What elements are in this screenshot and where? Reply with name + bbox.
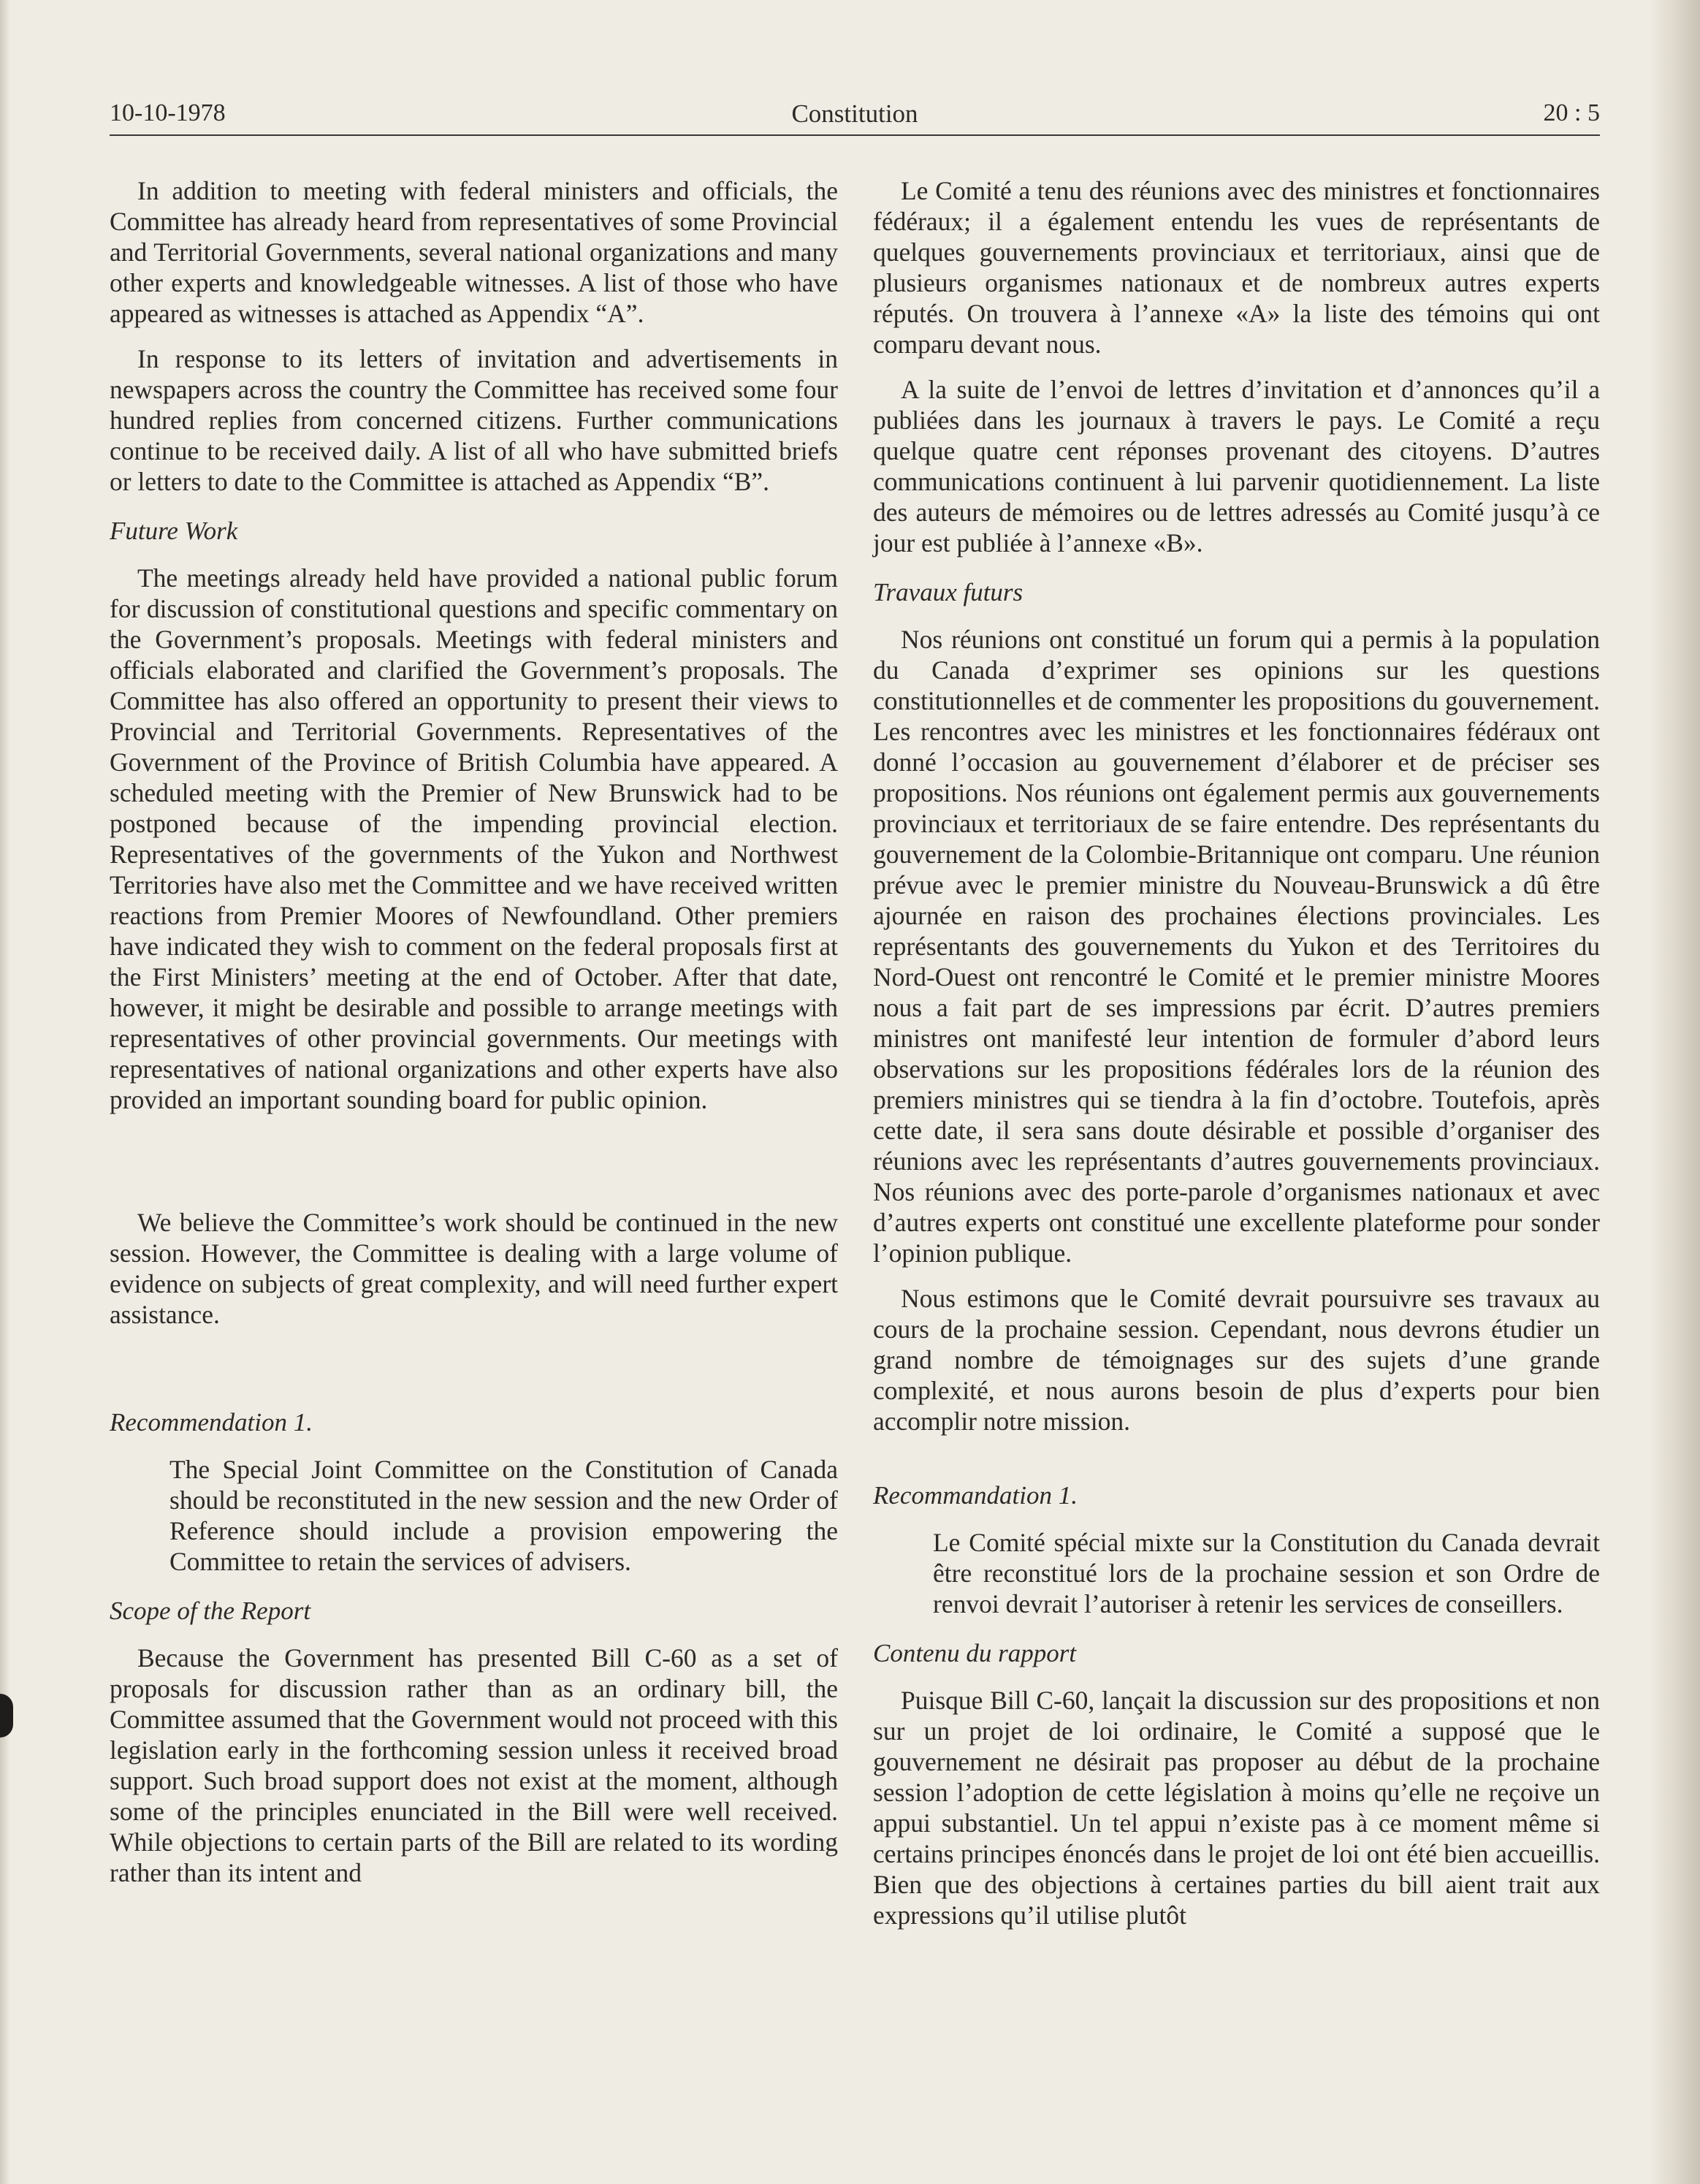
paragraph-bill-c60: Because the Government has presented Bill C-60 as a set of proposals for discussion rather than as an ordinary bill, the Committee assumed that the Government would not proceed with this legislation early in the forthcoming session unless it received broad support. Such broad support does not exist at the moment, although some of the principles enunciated in the Bill were well received. While objections to certain parts of the Bill are related to its wording rather than its intent and [110, 1643, 838, 1887]
page-edge-left [0, 0, 10, 2184]
heading-recommendation: Recommendation 1. [110, 1408, 313, 1437]
paragraph-witnesses: In addition to meeting with federal ministers and officials, the Committee has already heard from representatives of some Provincial and Territorial Governments, several national organizations and many other experts and knowledgeable witnesses. A list of those who have appeared as witnesses is attached as Appendix “A”. [110, 176, 838, 328]
paragraph-continuation: We believe the Committee’s work should be continued in the new session. However, the Committee is dealing with a large volume of evidence on subjects of great complexity, and will need further expert assistance. [110, 1208, 838, 1329]
paragraph-reponses: A la suite de l’envoi de lettres d’invitation et d’annonces qu’il a publiées dans les journaux à travers le pays. Le Comité a reçu quelque quatre cent réponses provenant des citoyens. D’autres communications continuent à lui parvenir quotidiennement. La liste des auteurs de mémoires ou de lettres adressés au Comité jusqu’à ce jour est publiée à l’annexe «B». [873, 375, 1600, 558]
header-date: 10-10-1978 [110, 99, 226, 126]
french-column [873, 175, 1600, 1945]
running-header [110, 94, 1600, 136]
header-page-number: 20 : 5 [1543, 99, 1600, 126]
column-spacer [110, 1344, 838, 1388]
english-column [110, 175, 838, 1903]
binding-hole-mark [0, 1694, 13, 1738]
paragraph-poursuite: Nous estimons que le Comité devrait poursuivre ses travaux au cours de la prochaine session. Cependant, nous devrons étudier un grand nombre de témoignages sur des sujets d’une grande complexité, et nous aurons besoin de plus d’experts pour bien accomplir notre mission. [873, 1284, 1600, 1436]
paragraph-temoins: Le Comité a tenu des réunions avec des ministres et fonctionnaires fédéraux; il a également entendu les vues de représentants de quelques gouvernements provinciaux et territoriaux, ainsi que de plusieurs organismes nationaux et de nombreux autres experts réputés. On trouvera à l’annexe «A» la liste des témoins qui ont comparu devant nous. [873, 176, 1600, 359]
recommandation-text: Le Comité spécial mixte sur la Constitution du Canada devrait être reconstitué lors de la prochaine session et son Ordre de renvoi devrait l’autoriser à retenir les services de conseillers. [933, 1528, 1600, 1618]
heading-scope: Scope of the Report [110, 1597, 311, 1625]
recommendation-text: The Special Joint Committee on the Constitution of Canada should be reconstituted in the new session and the new Order of Reference should include a provision empowering the Committee to retain the services of advisers. [169, 1455, 838, 1576]
heading-contenu: Contenu du rapport [873, 1639, 1077, 1667]
page-edge-right [1649, 0, 1700, 2184]
paragraph-meetings: The meetings already held have provided a national public forum for discussion of constitutional questions and specific commentary on the Government’s proposals. Meetings with federal ministers and officials elaborated and clarified the Government’s proposals. The Committee has also offered an opportunity to present their views to Provincial and Territorial Governments. Representatives of the Government of the Province of British Columbia have appeared. A scheduled meeting with the Premier of New Brunswick had to be postponed because of the impending provincial election. Representatives of the governments of the Yukon and Northwest Territories have also met the Committee and we have received written reactions from Premier Moores of Newfoundland. Other premiers have indicated they wish to comment on the federal proposals first at the First Ministers’ meeting at the end of October. After that date, however, it might be desirable and possible to arrange meetings with representatives of other provincial governments. Our meetings with representatives of national organizations and other experts have also provided an important sounding board for public opinion. [110, 563, 838, 1114]
heading-recommandation: Recommandation 1. [873, 1481, 1078, 1510]
column-spacer [873, 1451, 1600, 1461]
paragraph-reunions: Nos réunions ont constitué un forum qui a permis à la population du Canada d’exprimer ses opinions sur les questions constitutionnelles et de commenter les propositions du gouvernement. Les rencontres avec les ministres et les fonctionnaires fédéraux ont donné l’occasion au gouvernement d’élaborer et de préciser ses propositions. Nos réunions ont également permis aux gouvernements provinciaux et territoriaux de se faire entendre. Des représentants du gouvernement de la Colombie-Britannique ont comparu. Une réunion prévue avec le premier ministre du Nouveau-Brunswick a dû être ajournée en raison des prochaines élections provinciales. Les représentants des gouvernements du Yukon et des Territoires du Nord-Ouest ont rencontré le Comité et le premier ministre Moores nous a fait part de ses impressions par écrit. D’autres premiers ministres ont manifesté leur intention de formuler d’abord leurs observations sur les propositions fédérales lors de la réunion des premiers ministres qui se tiendra à la fin d’octobre. Toutefois, après cette date, il sera sans doute désirable et possible d’organiser des réunions avec les représentants d’autres gouvernements provinciaux. Nos réunions avec des porte-parole d’organismes nationaux et avec d’autres experts ont constitué une excellente plateforme pour sonder l’opinion publique. [873, 625, 1600, 1268]
paragraph-projet-loi: Puisque Bill C-60, lançait la discussion sur des propositions et non sur un projet de loi ordinaire, le Comité a supposé que le gouvernement ne désirait pas proposer au début de la prochaine session l’adoption de cette législation à moins qu’elle ne reçoive un appui substantiel. Un tel appui n’existe pas à ce moment même si certains principes énoncés dans le projet de loi ont été bien accueillis. Bien que des objections à certaines parties du bill aient trait aux expressions qu’il utilise plutôt [873, 1686, 1600, 1930]
heading-travaux-futurs: Travaux futurs [873, 578, 1024, 606]
column-spacer [110, 1130, 838, 1207]
header-title: Constitution [791, 99, 918, 128]
paragraph-replies: In response to its letters of invitation and advertisements in newspapers across the country the Committee has received some four hundred replies from concerned citizens. Further communications continue to be received daily. A list of all who have submitted briefs or letters to date to the Committee is attached as Appendix “B”. [110, 344, 838, 496]
heading-future-work: Future Work [110, 517, 238, 545]
